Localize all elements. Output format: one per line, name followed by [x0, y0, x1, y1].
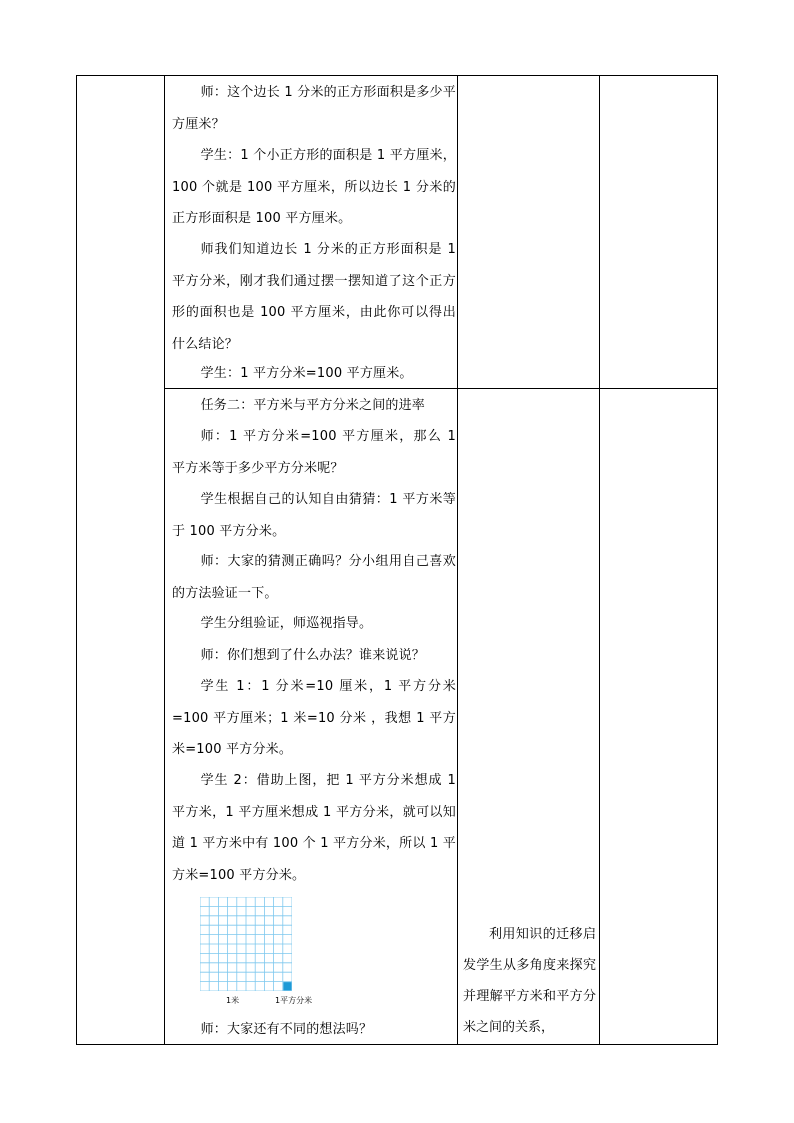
paragraph-task-two-heading: 任务二：平方米与平方分米之间的进率: [200, 398, 425, 413]
paragraph-teacher-other-ideas: 师：大家还有不同的想法吗？: [200, 1022, 373, 1037]
paragraph-student-conclusion: 学生：1 平方分米=100 平方厘米。: [200, 366, 413, 381]
paragraph-student-one: 学生 1：1 分米=10 厘米，1 平方分米=100 平方厘米；1 米=10 分米 ，我想 1 平方米=100 平方分米。: [172, 679, 456, 757]
table-border-right: [717, 75, 718, 1045]
paragraph-teacher-conclusion: 师我们知道边长 1 分米的正方形面积是 1 平方分米，刚才我们通过摆一摆知道了这个正方形的面积也是 100 平方厘米，由此你可以得出什么结论？: [172, 242, 456, 352]
paragraph-student-guess: 学生根据自己的认知自由猜猜：1 平方米等于 100 平方分米。: [172, 492, 456, 539]
design-intent-note: 利用知识的迁移启发学生从多角度来探究并理解平方米和平方分米之间的关系，: [463, 927, 596, 1035]
paragraph-teacher-verify: 师：大家的猜测正确吗？分小组用自己喜欢的方法验证一下。: [172, 554, 456, 601]
square-grid-figure: [200, 897, 320, 1007]
column-divider-3: [599, 75, 600, 1045]
label-one-meter: 1米: [226, 996, 240, 1005]
paragraph-student-two: 学生 2：借助上图，把 1 平方分米想成 1 平方米，1 平方厘米想成 1 平方分米，就可以知道 1 平方米中有 100 个 1 平方分米，所以 1 平方米=100 平方分米。: [172, 773, 456, 883]
column-divider-1: [164, 75, 165, 1045]
paragraph-group-work: 学生分组验证，师巡视指导。: [200, 616, 373, 631]
paragraph-teacher-ask: 师：你们想到了什么办法？谁来说说？: [200, 648, 425, 663]
highlighted-unit-square: [283, 982, 291, 990]
table-border-top: [76, 75, 718, 76]
lesson-table: [76, 75, 718, 1045]
table-border-left: [76, 75, 77, 1045]
square-grid: [200, 897, 292, 991]
label-one-square-decimeter: 1平方分米: [275, 996, 313, 1005]
paragraph-teacher-question: 师：这个边长 1 分米的正方形面积是多少平方厘米？: [172, 85, 456, 132]
paragraph-teacher-prompt: 师：1 平方分米=100 平方厘米，那么 1 平方米等于多少平方分米呢？: [172, 429, 456, 476]
paragraph-student-answer: 学生：1 个小正方形的面积是 1 平方厘米，100 个就是 100 平方厘米，所以边长 1 分米的正方形面积是 100 平方厘米。: [172, 148, 456, 226]
column-divider-2: [457, 75, 458, 1045]
